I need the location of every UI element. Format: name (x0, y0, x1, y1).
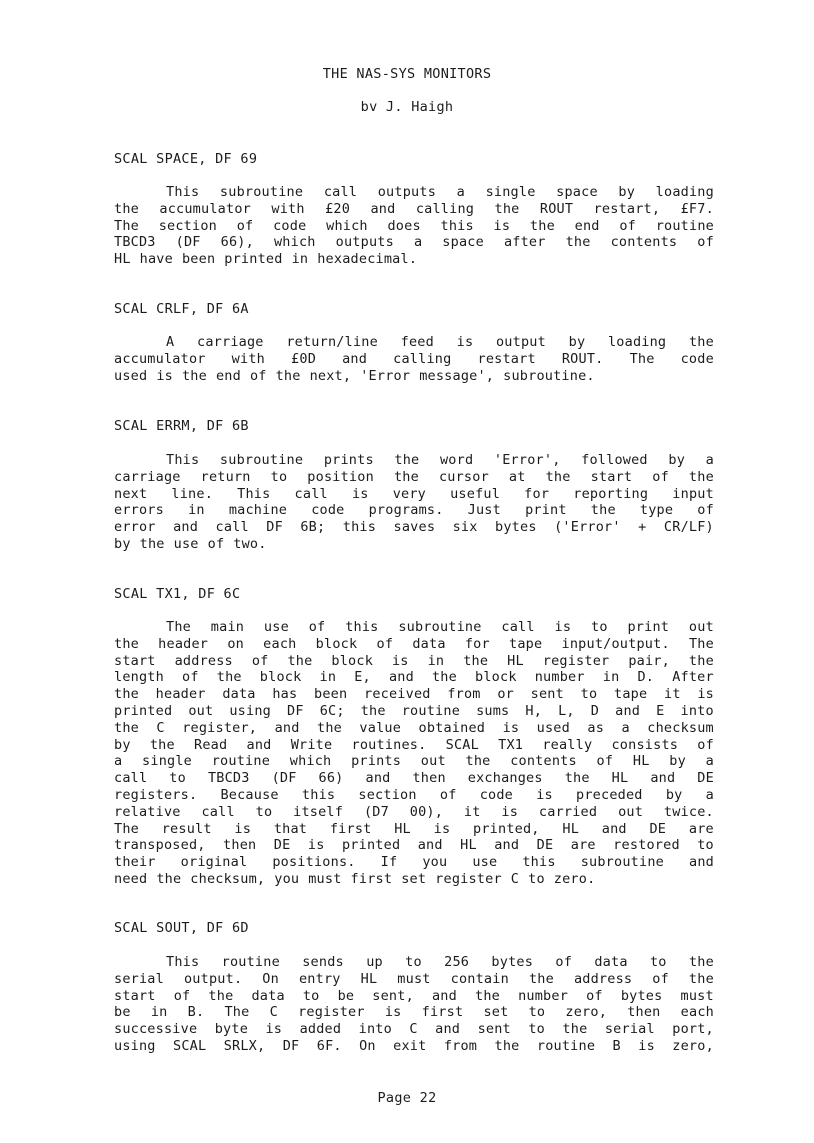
text-line: be in B. The C register is first set to zero, then each (114, 1004, 714, 1021)
text-line: the accumulator with £20 and calling the ROUT restart, £F7. (114, 200, 714, 217)
text-line: need the checksum, you must first set register C to zero. (114, 870, 596, 887)
text-line: next line. This call is very useful for reporting input (114, 485, 714, 502)
text-line: registers. Because this section of code is preceded by a (114, 786, 714, 803)
author-byline: bv J. Haigh (360, 99, 454, 115)
text-line: TBCD3 (DF 66), which outputs a space after the contents of (114, 234, 714, 251)
text-line: the header on each block of data for tape input/output. The (114, 635, 714, 652)
section-heading: SCAL SOUT, DF 6D (114, 920, 249, 936)
section-paragraph (114, 954, 714, 1055)
text-line: relative call to itself (D7 00), it is carried out twice. (114, 803, 714, 820)
section-heading: SCAL ERRM, DF 6B (114, 418, 249, 434)
page-number: Page 22 (377, 1090, 437, 1106)
text-line: successive byte is added into C and sent to the serial port, (114, 1021, 714, 1038)
text-line: start address of the block is in the HL register pair, the (114, 652, 714, 669)
section-paragraph (114, 334, 714, 384)
section-heading: SCAL TX1, DF 6C (114, 586, 241, 602)
document-title: THE NAS-SYS MONITORS (322, 66, 492, 82)
text-line: This subroutine prints the word 'Error', followed by a (166, 452, 714, 468)
section-paragraph (114, 452, 714, 553)
text-line: a single routine which prints out the contents of HL by a (114, 753, 714, 770)
text-line: their original positions. If you use this subroutine and (114, 854, 714, 871)
text-line: errors in machine code programs. Just print the type of (114, 502, 714, 519)
text-line: start of the data to be sent, and the number of bytes must (114, 987, 714, 1004)
text-line: using SCAL SRLX, DF 6F. On exit from the routine B is zero, (114, 1037, 714, 1054)
text-line: by the Read and Write routines. SCAL TX1 really consists of (114, 736, 714, 753)
text-line: The main use of this subroutine call is to print out (166, 619, 714, 635)
text-line: This routine sends up to 256 bytes of data to the (166, 954, 714, 970)
text-line: carriage return to position the cursor at the start of the (114, 468, 714, 485)
section-heading: SCAL SPACE, DF 69 (114, 151, 258, 167)
section-paragraph (114, 184, 714, 268)
text-line: used is the end of the next, 'Error message', subroutine. (114, 367, 595, 384)
section-heading: SCAL CRLF, DF 6A (114, 301, 249, 317)
section-paragraph (114, 619, 714, 888)
text-line: by the use of two. (114, 535, 267, 552)
text-line: A carriage return/line feed is output by loading the (166, 334, 714, 350)
text-line: HL have been printed in hexadecimal. (114, 251, 418, 268)
text-line: call to TBCD3 (DF 66) and then exchanges the HL and DE (114, 770, 714, 787)
text-line: the header data has been received from or sent to tape it is (114, 686, 714, 703)
text-line: transposed, then DE is printed and HL and DE are restored to (114, 837, 714, 854)
text-line: the C register, and the value obtained is used as a checksum (114, 719, 714, 736)
text-line: printed out using DF 6C; the routine sums H, L, D and E into (114, 702, 714, 719)
text-line: accumulator with £0D and calling restart ROUT. The code (114, 350, 714, 367)
text-line: error and call DF 6B; this saves six bytes ('Error' + CR/LF) (114, 519, 714, 536)
text-line: The result is that first HL is printed, HL and DE are (114, 820, 714, 837)
text-line: This subroutine call outputs a single space by loading (166, 184, 714, 200)
text-line: The section of code which does this is the end of routine (114, 217, 714, 234)
text-line: serial output. On entry HL must contain the address of the (114, 970, 714, 987)
text-line: length of the block in E, and the block number in D. After (114, 669, 714, 686)
